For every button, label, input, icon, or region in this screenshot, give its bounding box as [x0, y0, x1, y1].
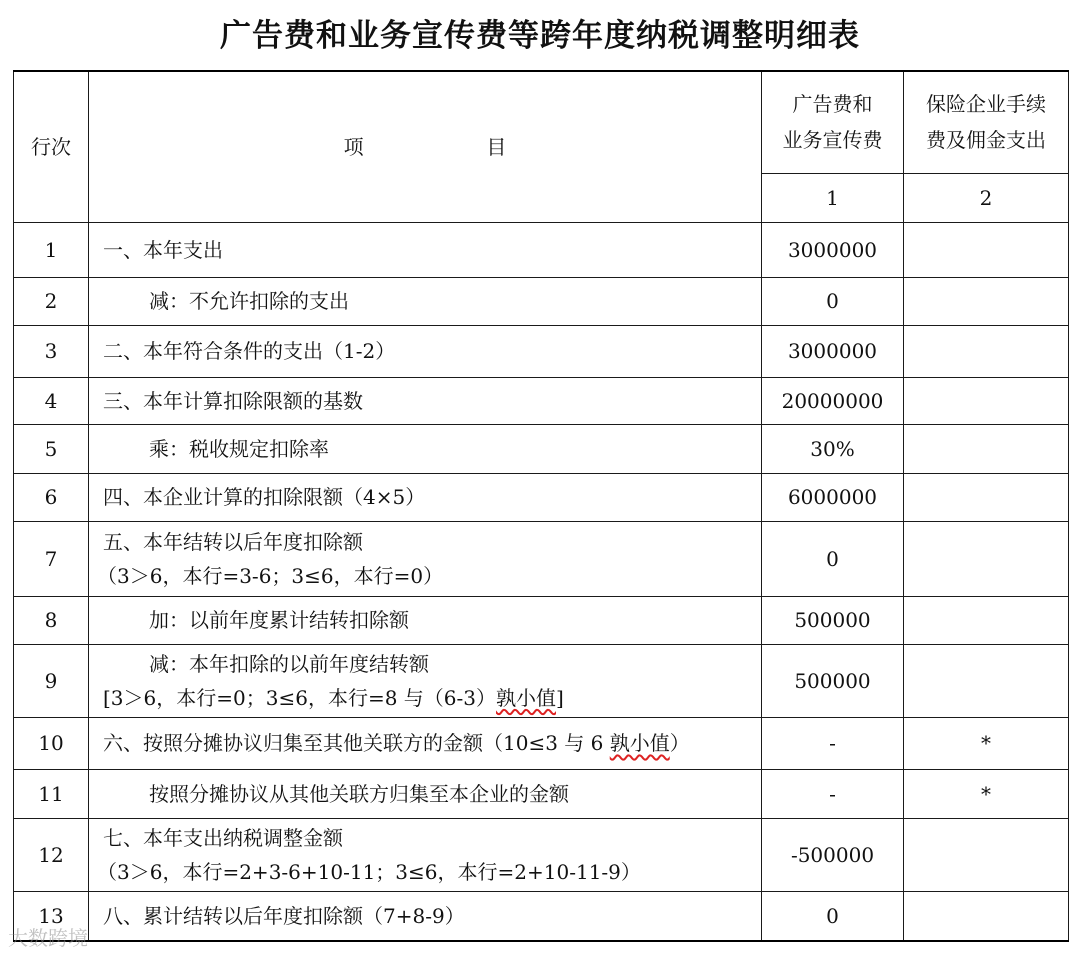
row-item — [89, 277, 762, 325]
header-col2 — [904, 71, 1069, 173]
table-row — [14, 596, 1069, 644]
row-item — [89, 424, 762, 473]
row-item-line: （3＞6，本行=2+3-6+10-11；3≤6，本行=2+10-11-9） — [97, 859, 641, 884]
header-col1-line1: 广告费和 — [792, 92, 873, 117]
table-row — [14, 521, 1069, 596]
value-col2: * — [904, 717, 1069, 769]
row-item-line: 减：本年扣除的以前年度结转额 — [149, 651, 429, 676]
value-col2 — [904, 521, 1069, 596]
row-item — [89, 377, 762, 424]
table-row — [14, 473, 1069, 521]
header-col2-line1: 保险企业手续 — [926, 92, 1046, 117]
row-item — [89, 325, 762, 377]
row-item — [89, 596, 762, 644]
table-row — [14, 424, 1069, 473]
row-item — [89, 473, 762, 521]
table-row — [14, 818, 1069, 891]
value-col1: 0 — [762, 891, 904, 941]
row-number: 5 — [14, 424, 89, 473]
row-item — [89, 818, 762, 891]
header-row-number: 行次 — [14, 71, 89, 222]
value-col2 — [904, 222, 1069, 277]
spellcheck-underline: 孰小值 — [609, 731, 670, 755]
row-number: 12 — [14, 818, 89, 891]
row-item-line: 二、本年符合条件的支出（1-2） — [103, 339, 396, 363]
value-col2: * — [904, 769, 1069, 818]
value-col2 — [904, 277, 1069, 325]
row-item-line: （3＞6，本行=3-6；3≤6，本行=0） — [97, 563, 444, 588]
value-col1: 0 — [762, 521, 904, 596]
table-row — [14, 891, 1069, 941]
row-item-line: 六、按照分摊协议归集至其他关联方的金额（10≤3 与 6 孰小值） — [103, 731, 690, 755]
row-item — [89, 769, 762, 818]
row-number: 1 — [14, 222, 89, 277]
row-item-line: 七、本年支出纳税调整金额 — [103, 825, 343, 850]
row-item-line: 五、本年结转以后年度扣除额 — [103, 529, 363, 554]
row-item-line: 四、本企业计算的扣除限额（4×5） — [103, 485, 426, 509]
header-col1-line2: 业务宣传费 — [782, 128, 883, 153]
row-item-line: 减：不允许扣除的支出 — [149, 289, 349, 313]
spellcheck-underline: 孰小值 — [496, 685, 556, 710]
value-col2 — [904, 424, 1069, 473]
value-col2 — [904, 818, 1069, 891]
value-col2 — [904, 596, 1069, 644]
table-row — [14, 717, 1069, 769]
row-number: 4 — [14, 377, 89, 424]
row-item — [89, 717, 762, 769]
row-number: 6 — [14, 473, 89, 521]
table-row — [14, 769, 1069, 818]
header-item-char-2: 目 — [486, 134, 507, 159]
value-col2 — [904, 473, 1069, 521]
row-item — [89, 644, 762, 717]
header-item — [89, 71, 762, 222]
table-row — [14, 377, 1069, 424]
row-item-line: 乘：税收规定扣除率 — [149, 436, 329, 461]
value-col1: 0 — [762, 277, 904, 325]
row-number: 13 — [14, 891, 89, 941]
row-item-line: 八、累计结转以后年度扣除额（7+8-9） — [103, 903, 465, 928]
row-number: 7 — [14, 521, 89, 596]
value-col2 — [904, 644, 1069, 717]
table-row — [14, 277, 1069, 325]
header-col1-index: 1 — [762, 173, 904, 222]
row-number: 10 — [14, 717, 89, 769]
tax-adjustment-table — [13, 70, 1069, 942]
table-row — [14, 222, 1069, 277]
header-col2-index: 2 — [904, 173, 1069, 222]
value-col1: 20000000 — [762, 377, 904, 424]
page-title: 广告费和业务宣传费等跨年度纳税调整明细表 — [220, 18, 860, 54]
row-item-line: 加：以前年度累计结转扣除额 — [149, 608, 409, 632]
row-number: 11 — [14, 769, 89, 818]
row-item — [89, 222, 762, 277]
row-item-line: [3＞6，本行=0；3≤6，本行=8 与（6-3）孰小值] — [103, 685, 564, 710]
value-col2 — [904, 891, 1069, 941]
row-number: 3 — [14, 325, 89, 377]
value-col2 — [904, 377, 1069, 424]
value-col1: 3000000 — [762, 325, 904, 377]
value-col1: 3000000 — [762, 222, 904, 277]
value-col1: -500000 — [762, 818, 904, 891]
header-row — [14, 71, 1069, 173]
value-col1: 30% — [762, 424, 904, 473]
table-row — [14, 644, 1069, 717]
header-col2-line2: 费及佣金支出 — [926, 128, 1046, 153]
value-col1: 500000 — [762, 596, 904, 644]
row-item — [89, 521, 762, 596]
value-col1: - — [762, 717, 904, 769]
row-item — [89, 891, 762, 941]
watermark: 大数跨境 — [8, 926, 88, 950]
value-col1: 500000 — [762, 644, 904, 717]
row-item-line: 按照分摊协议从其他关联方归集至本企业的金额 — [149, 781, 569, 806]
value-col2 — [904, 325, 1069, 377]
header-item-char-1: 项 — [343, 134, 364, 159]
header-col1 — [762, 71, 904, 173]
row-item-line: 一、本年支出 — [103, 237, 223, 262]
value-col1: - — [762, 769, 904, 818]
value-col1: 6000000 — [762, 473, 904, 521]
row-number: 8 — [14, 596, 89, 644]
row-item-line: 三、本年计算扣除限额的基数 — [103, 388, 363, 413]
table-row — [14, 325, 1069, 377]
row-number: 2 — [14, 277, 89, 325]
row-number: 9 — [14, 644, 89, 717]
